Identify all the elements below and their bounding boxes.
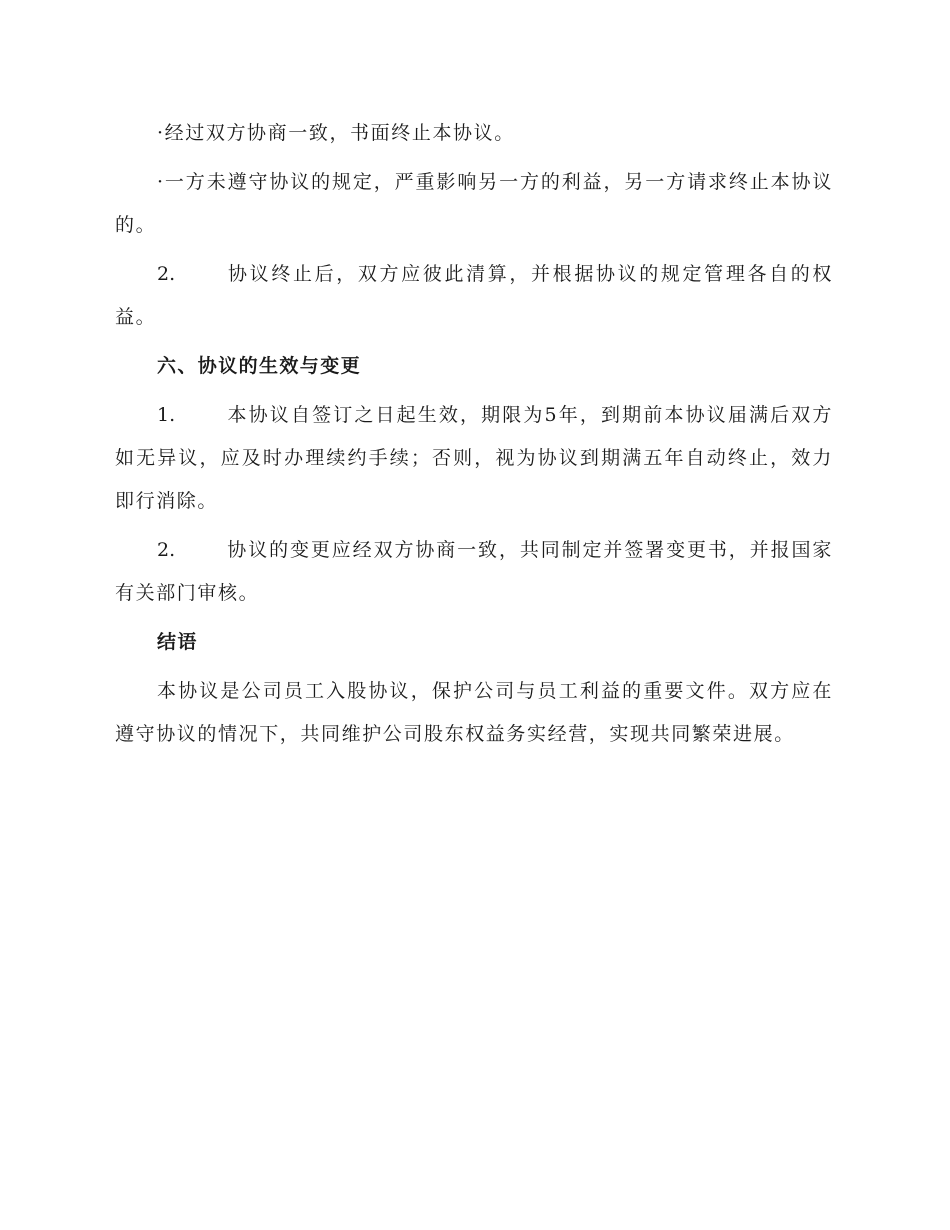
- list-number: 1.: [157, 404, 176, 426]
- termination-bullet-1: ·经过双方协商一致，书面终止本协议。: [157, 122, 515, 144]
- list-item-text: 协议终止后，双方应彼此清算，并根据协议的规定管理各自的权益。: [115, 263, 833, 328]
- section-6-item-2: [115, 529, 833, 615]
- conclusion-paragraph: 本协议是公司员工入股协议，保护公司与员工利益的重要文件。双方应在遵守协议的情况下，共同维护公司股东权益务实经营，实现共同繁荣进展。: [115, 680, 833, 745]
- list-item-text: 本协议自签订之日起生效，期限为5年，到期前本协议届满后双方如无异议，应及时办理续约手续；否则，视为协议到期满五年自动终止，效力即行消除。: [115, 404, 833, 512]
- document-body: [115, 112, 833, 762]
- conclusion-heading: 结语: [157, 631, 198, 653]
- list-item-text: 协议的变更应经双方协商一致，共同制定并签署变更书，并报国家有关部门审核。: [115, 539, 833, 604]
- list-number: 2.: [157, 263, 176, 285]
- section-6-item-1: [115, 394, 833, 523]
- list-number: 2.: [157, 539, 176, 561]
- termination-bullet-2: ·一方未遵守协议的规定，严重影响另一方的利益，另一方请求终止本协议的。: [115, 171, 833, 236]
- section-heading: 六、协议的生效与变更: [157, 355, 362, 377]
- termination-item-2: [115, 253, 833, 339]
